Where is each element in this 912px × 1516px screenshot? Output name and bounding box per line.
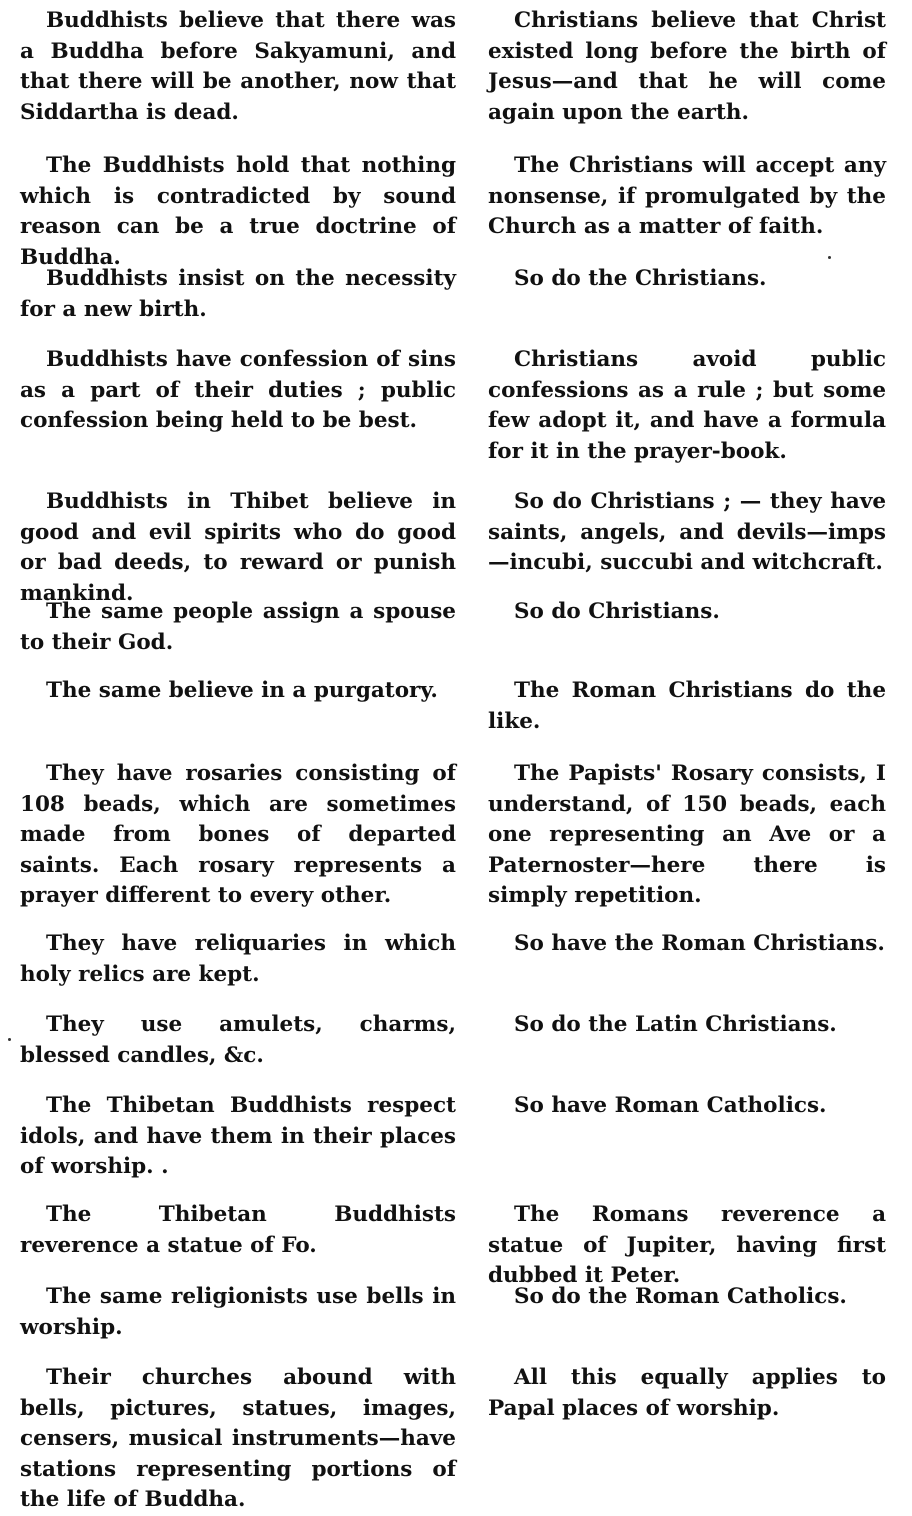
christian-paragraph: The Papists' Rosary consists, I understand, of 150 beads, each one representing an Ave or a Paternoster—here there is simply repetition. (488, 761, 886, 908)
christian-paragraph: So do the Latin Christians. (514, 1012, 837, 1037)
christian-paragraph: So do Christians. (514, 599, 720, 624)
christian-paragraph: All this equally applies to Papal places of worship. (488, 1365, 886, 1421)
christian-paragraph: So do the Christians. (514, 266, 767, 291)
christian-paragraph: The Christians will accept any nonsense, if promulgated by the Church as a matter of faith. (488, 153, 886, 239)
buddhist-paragraph: The same believe in a purgatory. (46, 678, 438, 703)
buddhist-paragraph: The Buddhists hold that nothing which is contradicted by sound reason can be a true doctrine of Buddha. (20, 153, 456, 270)
buddhist-paragraph: They have reliquaries in which holy relics are kept. (20, 931, 456, 987)
buddhist-paragraph: The Thibetan Buddhists respect idols, and have them in their places of worship. . (20, 1093, 456, 1179)
print-speck (828, 256, 831, 259)
christian-paragraph: Christians avoid public confessions as a rule ; but some few adopt it, and have a formula for it in the prayer-book. (488, 347, 886, 464)
print-speck (8, 1038, 11, 1041)
christian-paragraph: Christians believe that Christ existed long before the birth of Jesus—and that he will come again upon the earth. (488, 8, 886, 125)
buddhist-paragraph: They have rosaries consisting of 108 beads, which are sometimes made from bones of departed saints. Each rosary represents a prayer different to every other. (20, 761, 456, 908)
christian-paragraph: The Roman Christians do the like. (488, 678, 886, 734)
buddhist-paragraph: Buddhists have confession of sins as a part of their duties ; public confession being held to be best. (20, 347, 456, 433)
buddhist-paragraph: The Thibetan Buddhists reverence a statue of Fo. (20, 1202, 456, 1258)
buddhist-paragraph: The same religionists use bells in worship. (20, 1284, 456, 1340)
buddhist-paragraph: Their churches abound with bells, pictures, statues, images, censers, musical instruments—have stations representing portions of the life of Buddha. (20, 1365, 456, 1512)
christian-paragraph: The Romans reverence a statue of Jupiter, having first dubbed it Peter. (488, 1202, 886, 1288)
buddhist-paragraph: They use amulets, charms, blessed candles, &c. (20, 1012, 456, 1068)
buddhist-paragraph: Buddhists believe that there was a Buddha before Sakyamuni, and that there will be another, now that Siddartha is dead. (20, 8, 456, 125)
christian-paragraph: So do Christians ; — they have saints, angels, and devils—imps—incubi, succubi and witchcraft. (488, 489, 886, 575)
christian-paragraph: So do the Roman Catholics. (514, 1284, 847, 1309)
buddhist-paragraph: Buddhists in Thibet believe in good and evil spirits who do good or bad deeds, to reward or punish mankind. (20, 489, 456, 606)
buddhist-paragraph: Buddhists insist on the necessity for a new birth. (20, 266, 456, 322)
christian-paragraph: So have Roman Catholics. (514, 1093, 827, 1118)
christian-paragraph: So have the Roman Christians. (514, 931, 885, 956)
buddhist-paragraph: The same people assign a spouse to their God. (20, 599, 456, 655)
